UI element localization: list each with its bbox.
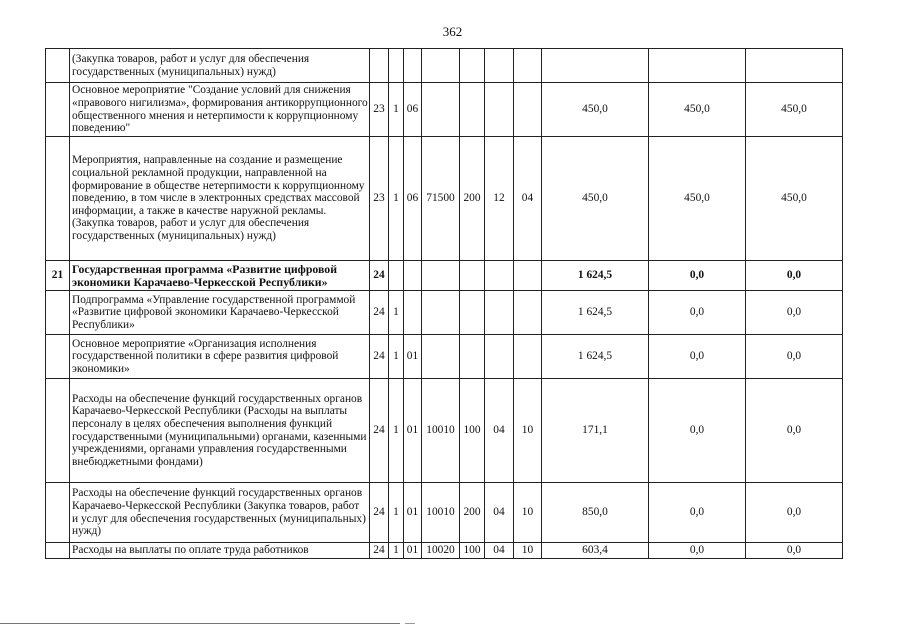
code-sub-cell: 1 [389, 83, 404, 137]
code-subsection-cell: 04 [514, 137, 542, 261]
amount-year2-cell: 0,0 [649, 335, 746, 379]
amount-year1-cell: 171,1 [542, 379, 649, 483]
amount-year1-cell [542, 49, 649, 83]
table-row [46, 83, 843, 137]
table-row [46, 291, 843, 335]
code-sub-cell: 1 [389, 483, 404, 543]
table-row [46, 379, 843, 483]
code-section-cell [485, 83, 514, 137]
description-cell: Расходы на обеспечение функций государственных органов Карачаево-Черкесской Республики (Закупка товаров, работ и услуг для обеспечения государственных (муниципальных) нужд) [70, 483, 370, 543]
code-gp-cell: 23 [370, 137, 389, 261]
code-gp-cell: 23 [370, 83, 389, 137]
amount-year1-cell: 450,0 [542, 83, 649, 137]
amount-year3-cell: 0,0 [746, 379, 843, 483]
code-subsection-cell: 10 [514, 543, 542, 559]
amount-year1-cell: 850,0 [542, 483, 649, 543]
row-number-cell [46, 83, 70, 137]
code-event-cell: 01 [404, 543, 422, 559]
amount-year1-cell: 1 624,5 [542, 335, 649, 379]
code-gp-cell: 24 [370, 291, 389, 335]
code-event-cell: 06 [404, 137, 422, 261]
row-number-cell [46, 543, 70, 559]
amount-year2-cell [649, 49, 746, 83]
code-section-cell: 04 [485, 543, 514, 559]
description-cell: Подпрограмма «Управление государственной программой «Развитие цифровой экономики Карачаево-Черкесской Республики» [70, 291, 370, 335]
table-row [46, 49, 843, 83]
code-section-cell: 12 [485, 137, 514, 261]
code-direction-cell [422, 291, 460, 335]
code-event-cell: 01 [404, 379, 422, 483]
amount-year3-cell: 450,0 [746, 137, 843, 261]
amount-year2-cell: 0,0 [649, 291, 746, 335]
page-number: 362 [442, 24, 463, 39]
code-direction-cell: 71500 [422, 137, 460, 261]
description-cell: Государственная программа «Развитие цифровой экономики Карачаево-Черкесской Республики» [70, 261, 370, 291]
description-cell: (Закупка товаров, работ и услуг для обеспечения государственных (муниципальных) нужд) [70, 49, 370, 83]
code-sub-cell: 1 [389, 137, 404, 261]
amount-year2-cell: 0,0 [649, 379, 746, 483]
amount-year3-cell [746, 49, 843, 83]
amount-year2-cell: 0,0 [649, 543, 746, 559]
row-number-cell [46, 291, 70, 335]
description-cell: Основное мероприятие "Создание условий для снижения «правового нигилизма», формирования антикоррупционного общественного мнения и нетерпимости к коррупционному поведению" [70, 83, 370, 137]
amount-year2-cell: 0,0 [649, 261, 746, 291]
description-cell: Мероприятия, направленные на создание и размещение социальной рекламной продукции, направленной на формирование в обществе нетерпимости к коррупционному поведению, в том числе в электронных средствах массовой информации, а также в качестве наружной рекламы. (Закупка товаров, работ и услуг для обеспечения государственных (муниципальных) нужд) [70, 137, 370, 261]
table-row [46, 335, 843, 379]
row-number-cell: 21 [46, 261, 70, 291]
code-sub-cell: 1 [389, 543, 404, 559]
description-cell: Основное мероприятие «Организация исполнения государственной политики в сфере развития цифровой экономики» [70, 335, 370, 379]
amount-year3-cell: 0,0 [746, 483, 843, 543]
code-expense-type-cell: 100 [460, 543, 485, 559]
amount-year3-cell: 0,0 [746, 335, 843, 379]
description-cell: Расходы на выплаты по оплате труда работников [70, 543, 370, 559]
code-expense-type-cell: 100 [460, 379, 485, 483]
code-subsection-cell [514, 49, 542, 83]
amount-year3-cell: 0,0 [746, 291, 843, 335]
code-event-cell: 01 [404, 335, 422, 379]
code-section-cell [485, 49, 514, 83]
code-direction-cell [422, 261, 460, 291]
code-subsection-cell [514, 335, 542, 379]
amount-year1-cell: 603,4 [542, 543, 649, 559]
code-expense-type-cell: 200 [460, 483, 485, 543]
code-event-cell [404, 261, 422, 291]
code-event-cell [404, 291, 422, 335]
code-subsection-cell [514, 291, 542, 335]
row-number-cell [46, 137, 70, 261]
code-gp-cell [370, 49, 389, 83]
code-subsection-cell [514, 83, 542, 137]
description-cell: Расходы на обеспечение функций государственных органов Карачаево-Черкесской Республики (Расходы на выплаты персоналу в целях обеспечения выполнения функций государственными (муниципальными) органами, казенными учреждениями, органами управления государственными внебюджетными фондами) [70, 379, 370, 483]
row-number-cell [46, 483, 70, 543]
code-gp-cell: 24 [370, 483, 389, 543]
row-number-cell [46, 379, 70, 483]
code-sub-cell: 1 [389, 379, 404, 483]
code-expense-type-cell [460, 83, 485, 137]
budget-table [45, 48, 843, 559]
code-subsection-cell: 10 [514, 483, 542, 543]
amount-year3-cell: 0,0 [746, 543, 843, 559]
amount-year1-cell: 1 624,5 [542, 291, 649, 335]
code-sub-cell: 1 [389, 291, 404, 335]
code-sub-cell [389, 261, 404, 291]
code-subsection-cell [514, 261, 542, 291]
code-direction-cell [422, 49, 460, 83]
code-gp-cell: 24 [370, 261, 389, 291]
code-gp-cell: 24 [370, 335, 389, 379]
code-event-cell [404, 49, 422, 83]
code-event-cell: 01 [404, 483, 422, 543]
amount-year1-cell: 1 624,5 [542, 261, 649, 291]
code-expense-type-cell [460, 335, 485, 379]
code-expense-type-cell: 200 [460, 137, 485, 261]
code-section-cell [485, 261, 514, 291]
code-section-cell: 04 [485, 483, 514, 543]
row-number-cell [46, 335, 70, 379]
code-gp-cell: 24 [370, 543, 389, 559]
code-expense-type-cell [460, 261, 485, 291]
amount-year1-cell: 450,0 [542, 137, 649, 261]
amount-year3-cell: 0,0 [746, 261, 843, 291]
code-expense-type-cell [460, 49, 485, 83]
code-gp-cell: 24 [370, 379, 389, 483]
code-section-cell [485, 291, 514, 335]
code-subsection-cell: 10 [514, 379, 542, 483]
amount-year2-cell: 450,0 [649, 83, 746, 137]
code-direction-cell: 10020 [422, 543, 460, 559]
code-expense-type-cell [460, 291, 485, 335]
code-direction-cell [422, 83, 460, 137]
code-sub-cell [389, 49, 404, 83]
code-section-cell [485, 335, 514, 379]
row-number-cell [46, 49, 70, 83]
code-section-cell: 04 [485, 379, 514, 483]
table-row [46, 137, 843, 261]
amount-year3-cell: 450,0 [746, 83, 843, 137]
code-sub-cell: 1 [389, 335, 404, 379]
code-direction-cell: 10010 [422, 379, 460, 483]
bottom-rule-fragment [405, 623, 415, 624]
code-direction-cell [422, 335, 460, 379]
table-row [46, 483, 843, 543]
bottom-rule [0, 623, 400, 624]
amount-year2-cell: 0,0 [649, 483, 746, 543]
code-direction-cell: 10010 [422, 483, 460, 543]
amount-year2-cell: 450,0 [649, 137, 746, 261]
code-event-cell: 06 [404, 83, 422, 137]
table-row [46, 261, 843, 291]
table-row [46, 543, 843, 559]
